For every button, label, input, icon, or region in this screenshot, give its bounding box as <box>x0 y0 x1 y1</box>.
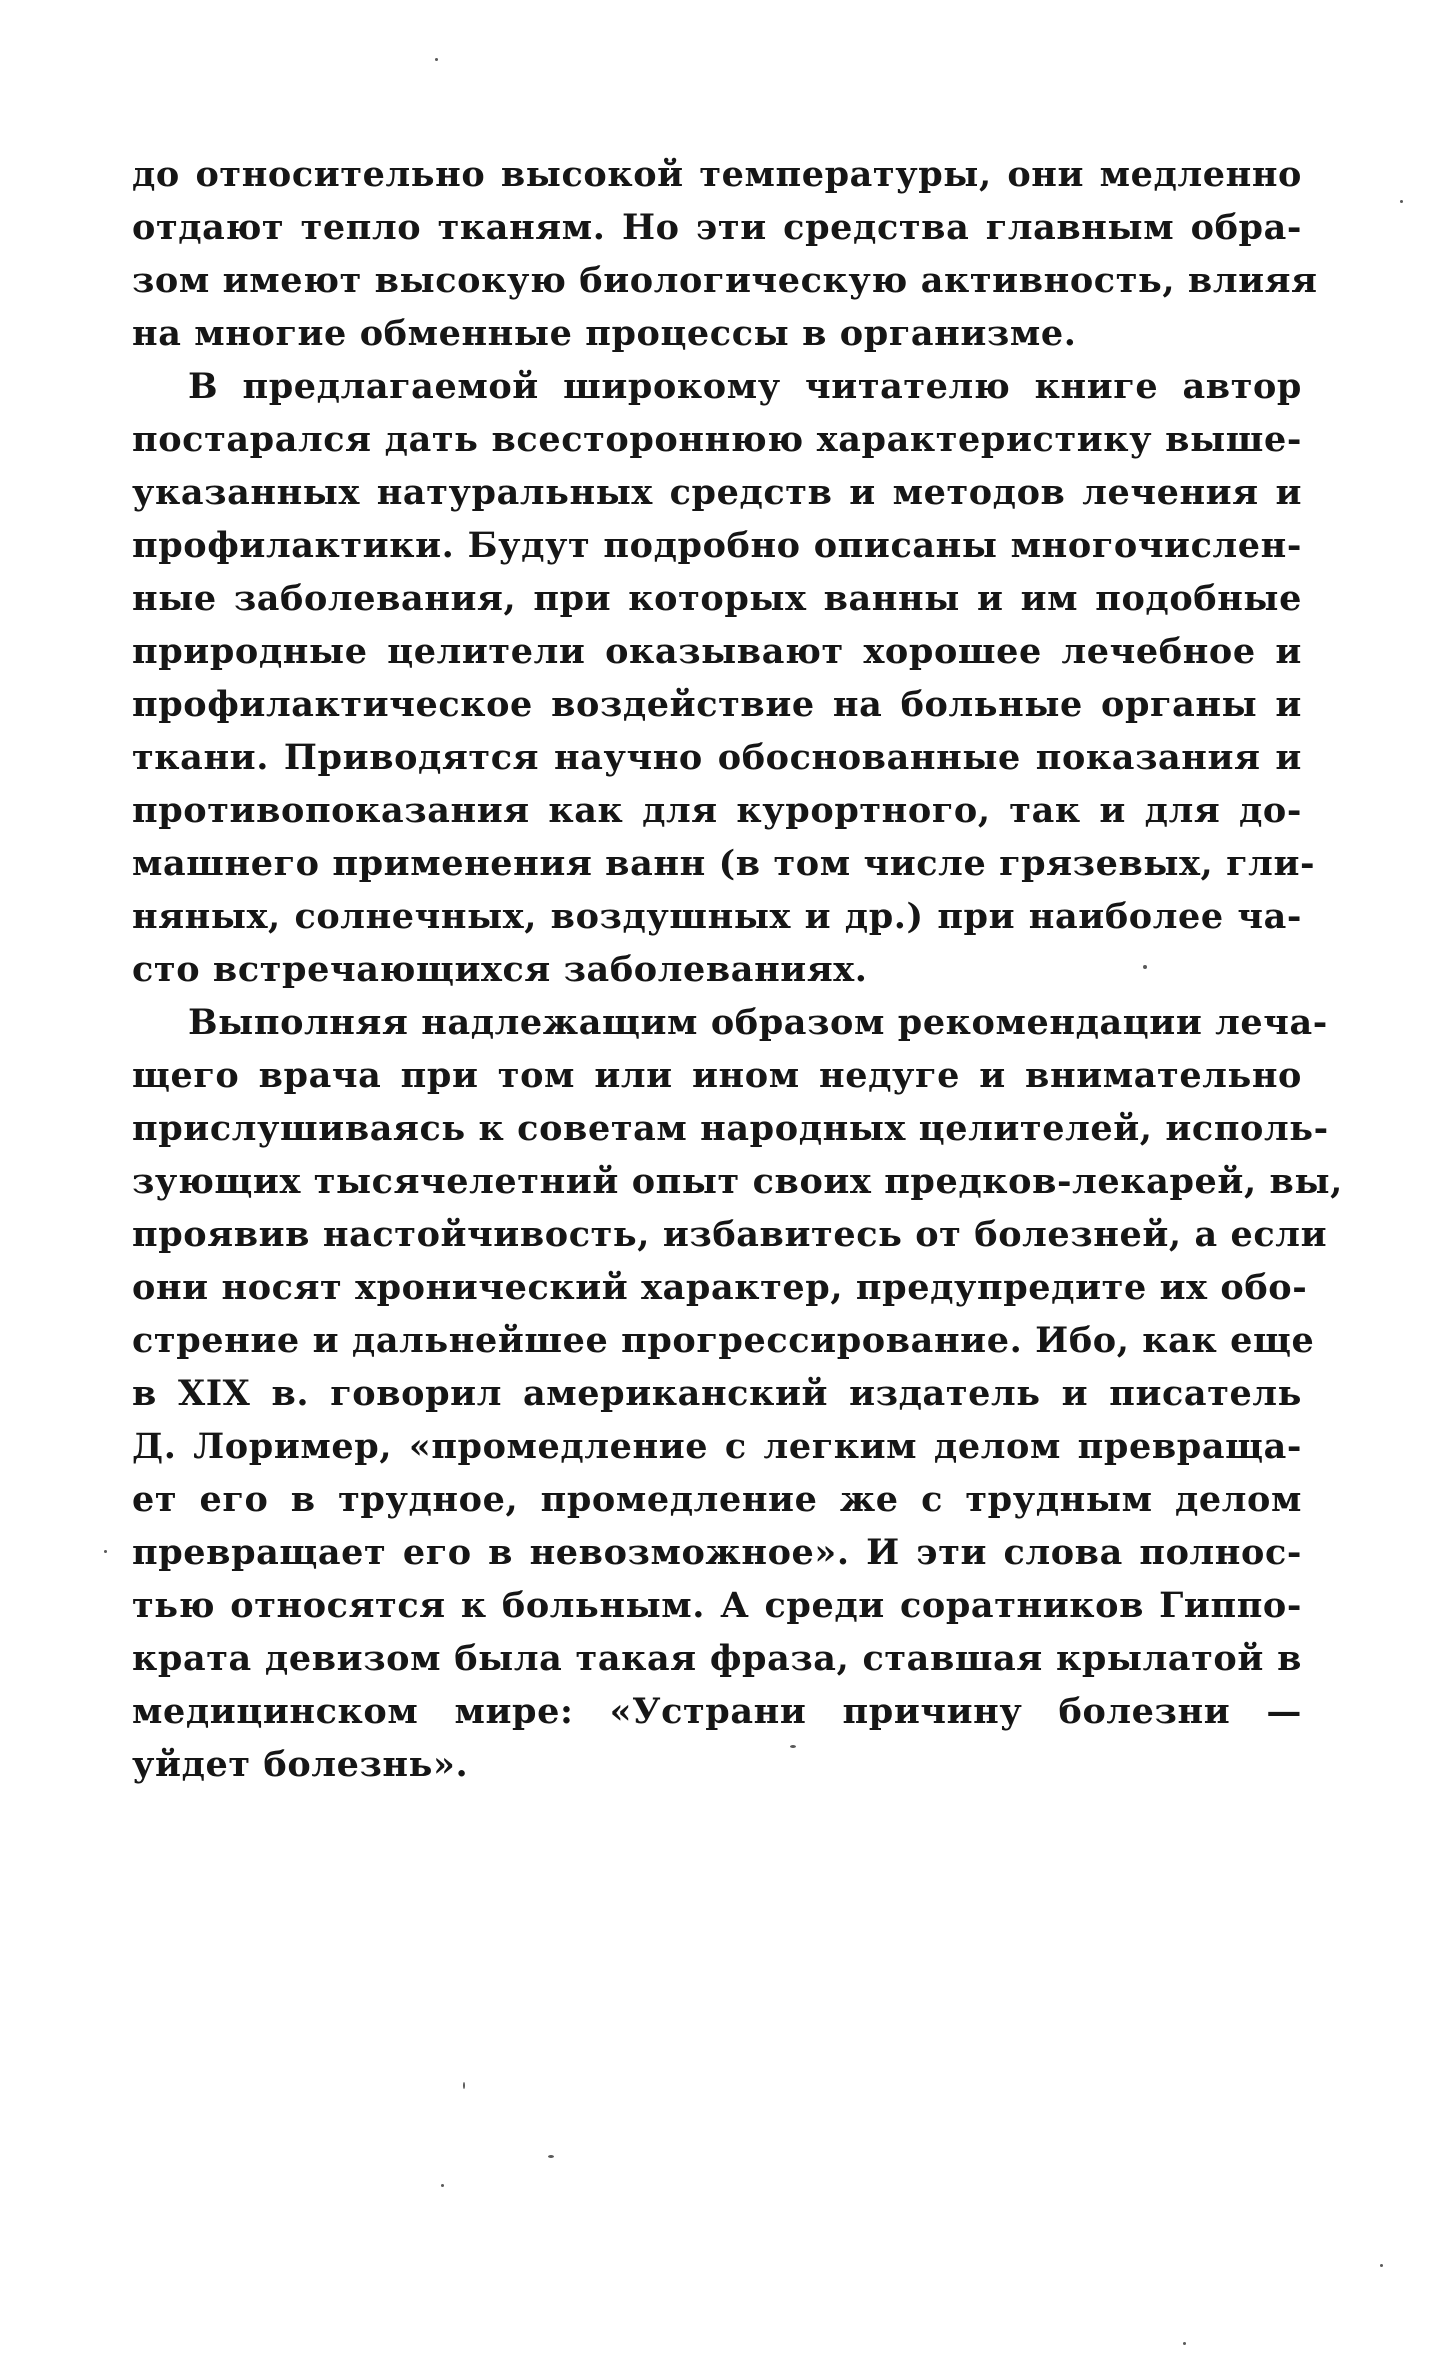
scan-speck <box>548 2155 554 2158</box>
text-line: В предлагаемой широкому читателю книге автор <box>188 366 1302 407</box>
text-line: на многие обменные процессы в организме. <box>132 313 1077 354</box>
text-line: ткани. Приводятся научно обоснованные показания и <box>132 737 1302 778</box>
text-line: щего врача при том или ином недуге и внимательно <box>132 1055 1302 1096</box>
paragraph-1 <box>132 148 1318 360</box>
scan-speck <box>441 2184 444 2187</box>
text-line: превращает его в невозможное». И эти слова полнос- <box>132 1532 1302 1573</box>
text-line: няных, солнечных, воздушных и др.) при наиболее ча- <box>132 896 1302 937</box>
scan-speck <box>1400 200 1403 203</box>
text-line: крата девизом была такая фраза, ставшая крылатой в <box>132 1638 1302 1679</box>
scan-speck <box>1183 2342 1186 2345</box>
text-line: в XIX в. говорил американский издатель и писатель <box>132 1373 1302 1414</box>
page-text <box>132 148 1343 1791</box>
text-line: до относительно высокой температуры, они медленно <box>132 154 1302 195</box>
text-line: постарался дать всестороннюю характеристику выше- <box>132 419 1302 460</box>
scan-speck <box>435 58 438 61</box>
text-line: тью относятся к больным. А среди соратников Гиппо- <box>132 1585 1302 1626</box>
text-line: противопоказания как для курортного, так и для до- <box>132 790 1302 831</box>
text-line: прислушиваясь к советам народных целителей, исполь- <box>132 1108 1329 1149</box>
text-line: стрение и дальнейшее прогрессирование. Ибо, как еще <box>132 1320 1315 1361</box>
text-line: уйдет болезнь». <box>132 1744 469 1785</box>
text-line: ные заболевания, при которых ванны и им подобные <box>132 578 1302 619</box>
scan-speck <box>104 1550 107 1553</box>
text-line: указанных натуральных средств и методов лечения и <box>132 472 1302 513</box>
paragraph-3 <box>132 996 1343 1791</box>
text-line: Д. Лоример, «промедление с легким делом превраща- <box>132 1426 1302 1467</box>
text-line: медицинском мире: «Устрани причину болезни — <box>132 1691 1302 1732</box>
text-line: отдают тепло тканям. Но эти средства главным обра- <box>132 207 1302 248</box>
text-line: Выполняя надлежащим образом рекомендации леча- <box>188 1002 1328 1043</box>
text-line: ет его в трудное, промедление же с трудным делом <box>132 1479 1302 1520</box>
text-line: профилактическое воздействие на больные органы и <box>132 684 1302 725</box>
scan-speck <box>1380 2264 1383 2267</box>
text-line: профилактики. Будут подробно описаны многочислен- <box>132 525 1302 566</box>
scan-speck <box>1143 965 1147 969</box>
scan-speck <box>463 2082 465 2089</box>
text-line: зом имеют высокую биологическую активность, влияя <box>132 260 1318 301</box>
paragraph-2 <box>132 360 1316 996</box>
text-line: сто встречающихся заболеваниях. <box>132 949 868 990</box>
scan-speck <box>790 1745 796 1748</box>
text-line: зующих тысячелетний опыт своих предков-лекарей, вы, <box>132 1161 1343 1202</box>
text-line: они носят хронический характер, предупредите их обо- <box>132 1267 1308 1308</box>
text-line: природные целители оказывают хорошее лечебное и <box>132 631 1302 672</box>
text-line: машнего применения ванн (в том числе грязевых, гли- <box>132 843 1316 884</box>
text-line: проявив настойчивость, избавитесь от болезней, а если <box>132 1214 1328 1255</box>
